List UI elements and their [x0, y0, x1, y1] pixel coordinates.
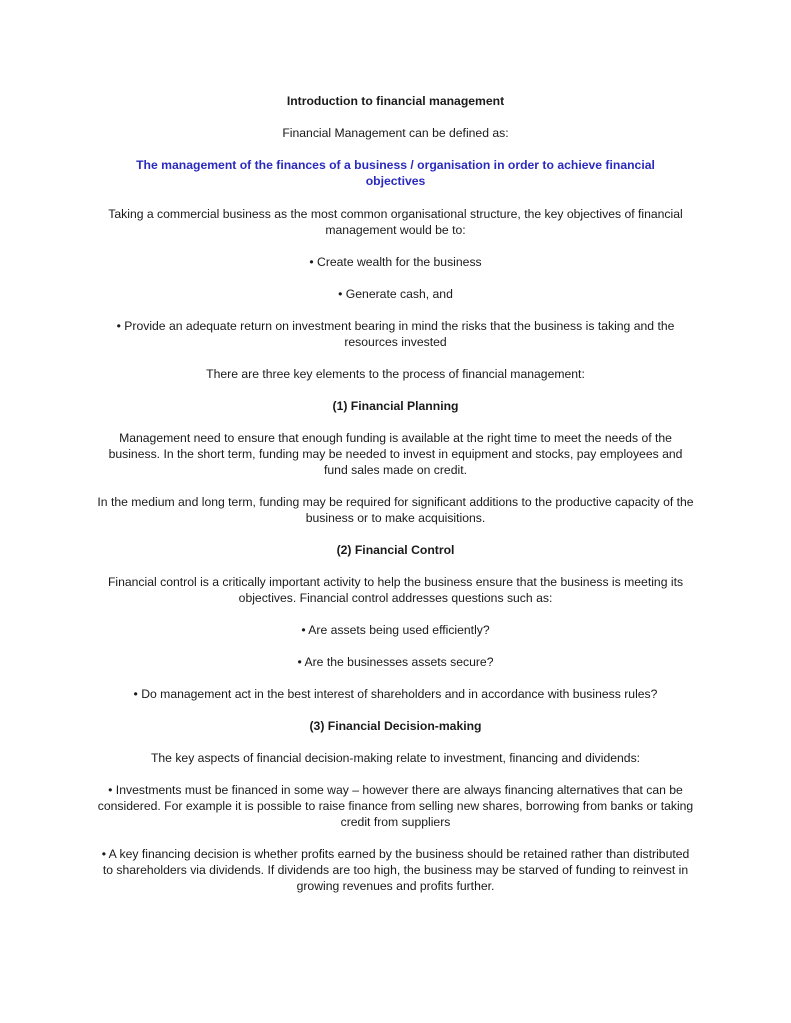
objective-item: • Provide an adequate return on investment bearing in mind the risks that the business is taking and the resources invested	[116, 319, 675, 349]
decision-paragraph: The key aspects of financial decision-making relate to investment, financing and dividends:	[150, 751, 641, 765]
document-body	[96, 93, 695, 894]
objective-item: • Generate cash, and	[338, 287, 453, 301]
decision-point: • Investments must be financed in some way – however there are always financing alternatives that can be considered. For example it is possible to raise finance from selling new shares, borrowing from banks or taking credit from suppliers	[97, 783, 694, 829]
planning-paragraph: Management need to ensure that enough funding is available at the right time to meet the needs of the business. In the short term, funding may be needed to invest in equipment and stocks, pay employees and fund sales made on credit.	[108, 431, 683, 477]
objective-item: • Create wealth for the business	[309, 255, 482, 269]
control-question: • Do management act in the best interest of shareholders and in accordance with business rules?	[133, 687, 658, 701]
document-title: Introduction to financial management	[286, 94, 505, 108]
section-heading-planning: (1) Financial Planning	[332, 399, 459, 413]
planning-paragraph: In the medium and long term, funding may be required for significant additions to the productive capacity of the business or to make acquisitions.	[97, 495, 694, 525]
intro-paragraph: Taking a commercial business as the most common organisational structure, the key objectives of financial management would be to:	[108, 207, 683, 237]
control-paragraph: Financial control is a critically important activity to help the business ensure that the business is meeting its objectives. Financial control addresses questions such as:	[107, 575, 684, 605]
elements-intro: There are three key elements to the process of financial management:	[206, 367, 585, 381]
section-heading-decision: (3) Financial Decision-making	[309, 719, 482, 733]
control-question: • Are the businesses assets secure?	[297, 655, 494, 669]
document-subtitle: Financial Management can be defined as:	[282, 126, 509, 140]
control-question: • Are assets being used efficiently?	[301, 623, 490, 637]
decision-point: • A key financing decision is whether profits earned by the business should be retained rather than distributed to shareholders via dividends. If dividends are too high, the business may be starved of funding to reinvest in growing revenues and profits further.	[101, 847, 690, 893]
definition-text: The management of the finances of a business / organisation in order to achieve financial objectives	[136, 158, 655, 188]
section-heading-control: (2) Financial Control	[336, 543, 455, 557]
